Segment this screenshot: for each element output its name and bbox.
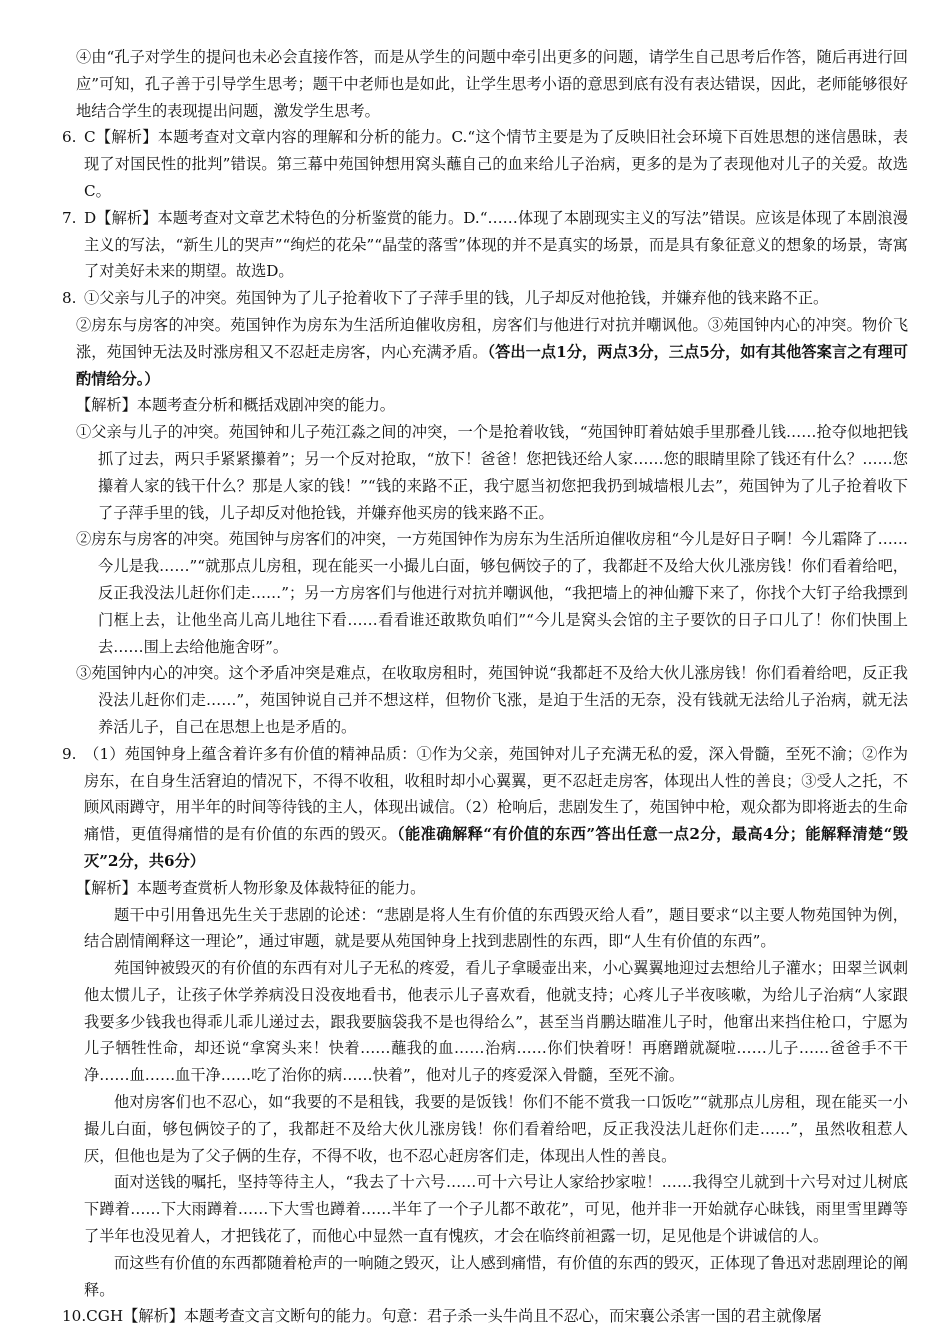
answer-4-text: ④由“孔子对学生的提问也未必会直接作答，而是从学生的问题中牵引出更多的问题，请学生自己思考后作答，随后再进行回应”可知，孔子善于引导学生思考；题干中老师也是如此，让学生思考小语的意思到底有没有表达错误，因此，老师能够很好地结合学生的表现提出问题，激发学生思考。 (76, 48, 908, 120)
question-9 (62, 741, 908, 875)
question-9-number: 9. (62, 744, 77, 763)
question-8-answer-a: ①父亲与儿子的冲突。苑国钟为了儿子抢着收下了子萍手里的钱，儿子却反对他抢钱，并嫌弃他的钱来路不正。 (84, 289, 829, 308)
question-9-score-note: （能准确解释“有价值的东西”答出任意一点2分，最高4分；能解释清楚“毁灭”2分，共6分） (84, 825, 908, 870)
question-9-paragraph-1-text: 题干中引用鲁迅先生关于悲剧的论述：“悲剧是将人生有价值的东西毁灭给人看”，题目要求“以主要人物苑国钟为例，结合剧情阐释这一理论”，通过审题，就是要从苑国钟身上找到悲剧性的东西，即“人生有价值的东西”。 (84, 905, 908, 951)
question-7-number: 7. (62, 208, 77, 227)
question-8-analysis-3-text: ③苑国钟内心的冲突。这个矛盾冲突是难点，在收取房租时，苑国钟说“我都赶不及给大伙儿涨房钱！你们看着给吧，反正我没法儿赶你们走……”，苑国钟说自己并不想这样，但物价飞涨，是迫于生活的无奈，没有钱就无法给儿子治病，就无法养活儿子，自己在思想上也是矛盾的。 (76, 664, 908, 736)
question-9-paragraph-3-text: 他对房客们也不忍心，如“我要的不是租钱，我要的是饭钱！你们不能不赏我一口饭吃”“就那点儿房租，现在能买一小撮儿白面，够包俩饺子的了，我都赶不及给大伙儿涨房钱！你们看着给吧，反正我没法儿赶你们走……”，虽然收租惹人厌，但他也是为了父子俩的生存，不得不收，也不忍心赶房客们走，体现出人性的善良。 (84, 1093, 908, 1165)
question-6 (62, 124, 908, 204)
question-8-cont (62, 312, 908, 392)
question-8-analysis-2 (62, 526, 908, 660)
question-9-answer: （1）苑国钟身上蕴含着许多有价值的精神品质：①作为父亲，苑国钟对儿子充满无私的爱，深入骨髓，至死不渝；②作为房东，在自身生活窘迫的情况下，不得不收租，收租时却小心翼翼，更不忍赶走房客，体现出人性的善良；③受人之托，不顾风雨蹲守，用半年的时间等待钱的主人，体现出诚信。（2）枪响后，悲剧发生了，苑国钟中枪，观众都为即将逝去的生命痛惜，更值得痛惜的是有价值的东西的毁灭。 (84, 744, 908, 844)
question-9-paragraph-5-text: 而这些有价值的东西都随着枪声的一响随之毁灭，让人感到痛惜，有价值的东西的毁灭，正体现了鲁迅对悲剧理论的阐释。 (84, 1253, 908, 1299)
question-9-analysis-label: 【解析】本题考查赏析人物形象及体裁特征的能力。 (76, 878, 426, 897)
question-8-analysis-head (62, 392, 908, 419)
question-8-analysis-label: 【解析】本题考查分析和概括戏剧冲突的能力。 (76, 396, 395, 415)
question-8-number: 8. (62, 289, 77, 308)
question-9-paragraph-4 (62, 1169, 908, 1249)
question-9-paragraph-2 (62, 955, 908, 1089)
question-7 (62, 205, 908, 285)
question-9-paragraph-5 (62, 1250, 908, 1304)
question-8-score-note: （答出一点1分，两点3分，三点5分，如有其他答案言之有理可酌情给分。） (76, 342, 908, 388)
question-8-analysis-3 (62, 660, 908, 740)
question-9-paragraph-3 (62, 1089, 908, 1169)
question-6-answer: C【解析】本题考查对文章内容的理解和分析的能力。C.“这个情节主要是为了反映旧社会环境下百姓思想的迷信愚昧，表现了对国民性的批判”错误。第三幕中苑国钟想用窝头蘸自己的血来给儿子治病，更多的是为了表现他对儿子的关爱。故选C。 (84, 128, 908, 200)
question-10-number: 10. (62, 1307, 87, 1326)
question-9-paragraph-1 (62, 902, 908, 956)
question-8-answer-b: ②房东与房客的冲突。苑国钟作为房东为生活所迫催收房租，房客们与他进行对抗并嘲讽他。③苑国钟内心的冲突。物价飞涨，苑国钟无法及时涨房租又不忍赶走房客，内心充满矛盾。 (76, 315, 908, 361)
question-7-answer: D【解析】本题考查对文章艺术特色的分析鉴赏的能力。D.“……体现了本剧现实主义的写法”错误。应该是体现了本剧浪漫主义的写法，“新生儿的哭声”“绚烂的花朵”“晶莹的落雪”体现的并不是真实的场景，而是具有象征意义的想象的场景，寄寓了对美好未来的期望。故选D。 (84, 208, 908, 281)
question-8 (62, 285, 908, 312)
question-9-analysis-head (62, 875, 908, 902)
answer-4-point (62, 44, 908, 124)
question-8-analysis-1-text: ①父亲与儿子的冲突。苑国钟和儿子苑江淼之间的冲突，一个是抢着收钱，“苑国钟盯着姑娘手里那叠儿钱……抢夺似地把钱抓了过去，两只手紧紧攥着”；另一个反对抢取，“放下！爸爸！您把钱还给人家……您的眼睛里除了钱还有什么？……您攥着人家的钱干什么？那是人家的钱！”“钱的来路不正，我宁愿当初您把我扔到城墙根儿去”，苑国钟为了儿子抢着收下了子萍手里的钱，儿子却反对他抢钱，并嫌弃他买房的钱来路不正。 (76, 423, 908, 522)
question-10-answer: CGH【解析】本题考查文言文断句的能力。句意：君子杀一头牛尚且不忍心，而宋襄公杀害一国的君主就像屠 (86, 1307, 822, 1326)
question-9-paragraph-4-text: 面对送钱的嘱托，坚持等待主人，“我去了十六号……可十六号让人家给抄家啦！……我得空儿就到十六号对过儿树底下蹲着……下大雨蹲着……下大雪也蹲着……半年了一个子儿都不敢花”，可见，他并非一开始就存心昧钱，雨里雪里蹲等了半年也没见着人，才把钱花了，而他心中显然一直有愧疚，才会在临终前袒露一切，足见他是个讲诚信的人。 (84, 1173, 908, 1246)
question-6-number: 6. (62, 128, 77, 147)
question-10 (62, 1303, 908, 1330)
question-9-paragraph-2-text: 苑国钟被毁灭的有价值的东西有对儿子无私的疼爱，看儿子拿暖壶出来，小心翼翼地迎过去想给儿子灌水；田翠兰讽刺他太惯儿子，让孩子休学养病没日没夜地看书，他表示儿子喜欢看，他就支持；心疼儿子半夜咳嗽，为给儿子治病“人家跟我要多少钱我也得乖儿乖儿递过去，跟我要脑袋我不是也得给么”，甚至当肖鹏达瞄准儿子时，他窜出来挡住枪口，宁愿为儿子牺牲性命，却还说“拿窝头来！快着……蘸我的血……治病……你们快着呀！再磨蹭就凝啦……儿子……爸爸手不干净……血……血干净……吃了治你的病……快着”，他对儿子的疼爱深入骨髓，至死不渝。 (84, 959, 908, 1085)
question-8-analysis-2-text: ②房东与房客的冲突。苑国钟与房客们的冲突，一方苑国钟作为房东为生活所迫催收房租“今儿是好日子啊！今儿霜降了……今儿是我……”“就那点儿房租，现在能买一小撮儿白面，够包俩饺子的了，我都赶不及给大伙儿涨房钱！你们看着给吧，反正我没法儿赶你们走……”；另一方房客们与他进行对抗并嘲讽他，“我把墙上的神仙瓣下来了，你找个大钉子给我摽到门框上去，让他坐高儿高儿地往下看……看看谁还敢欺负咱们”“今儿是窝头会馆的主子要饮的日子口儿了！你们快围上去……围上去给他施舍呀”。 (76, 530, 908, 656)
question-8-analysis-1 (62, 419, 908, 526)
